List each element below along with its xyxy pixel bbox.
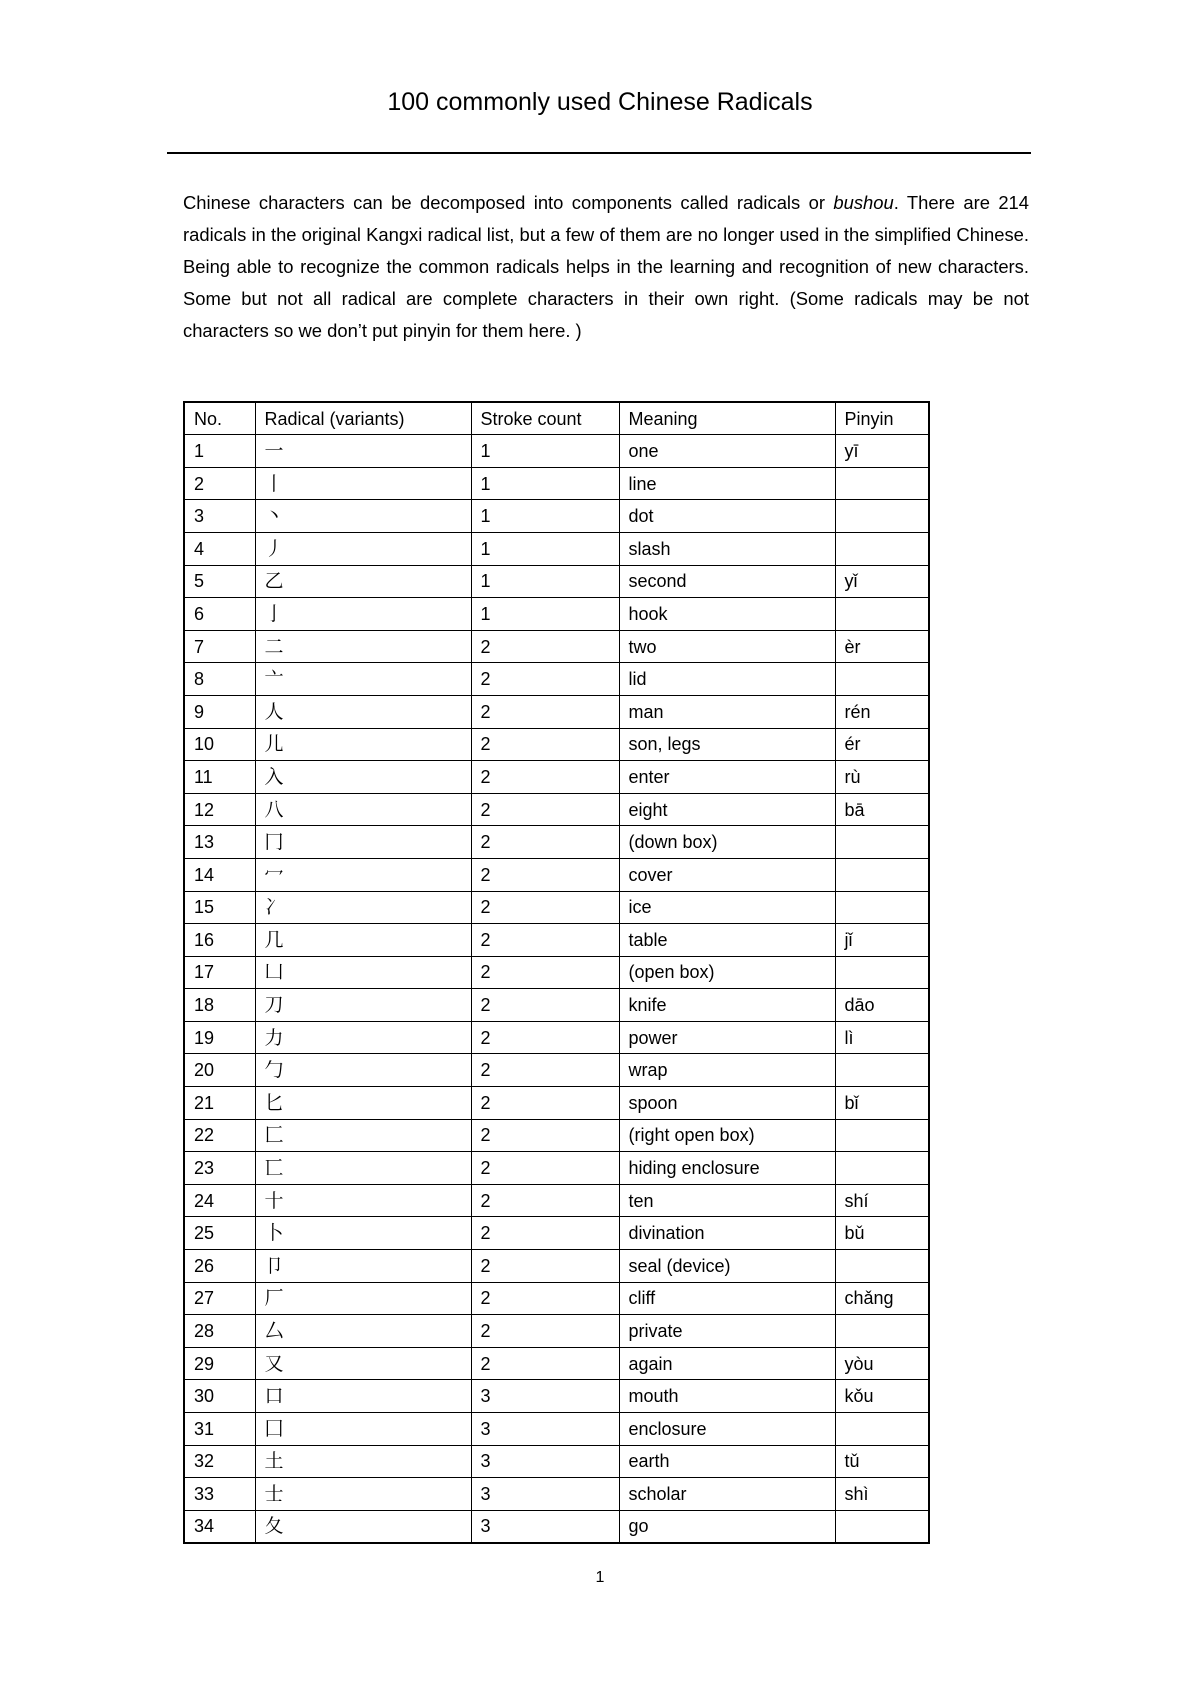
cell-pinyin: shì (835, 1478, 929, 1511)
cell-radical: 又 (255, 1347, 471, 1380)
cell-radical: 夂 (255, 1510, 471, 1543)
cell-stroke-count: 2 (471, 1152, 619, 1185)
table-row (184, 989, 929, 1022)
intro-paragraph (183, 187, 1029, 347)
cell-meaning: cliff (619, 1282, 835, 1315)
cell-radical: 亅 (255, 598, 471, 631)
cell-pinyin: yǐ (835, 565, 929, 598)
cell-no: 4 (184, 532, 255, 565)
cell-meaning: lid (619, 663, 835, 696)
table-row (184, 1217, 929, 1250)
cell-no: 33 (184, 1478, 255, 1511)
cell-radical: 入 (255, 761, 471, 794)
cell-meaning: two (619, 630, 835, 663)
cell-meaning: table (619, 924, 835, 957)
cell-radical: 乙 (255, 565, 471, 598)
table-row (184, 1413, 929, 1446)
cell-meaning: earth (619, 1445, 835, 1478)
table-row (184, 858, 929, 891)
cell-meaning: mouth (619, 1380, 835, 1413)
cell-meaning: hiding enclosure (619, 1152, 835, 1185)
table-row (184, 1315, 929, 1348)
cell-meaning: man (619, 695, 835, 728)
cell-meaning: seal (device) (619, 1250, 835, 1283)
cell-stroke-count: 1 (471, 565, 619, 598)
cell-pinyin: jǐ (835, 924, 929, 957)
cell-pinyin: yī (835, 435, 929, 468)
cell-pinyin: èr (835, 630, 929, 663)
cell-stroke-count: 2 (471, 1347, 619, 1380)
page-title: 100 commonly used Chinese Radicals (387, 88, 813, 116)
table-row (184, 467, 929, 500)
cell-radical: 凵 (255, 956, 471, 989)
cell-radical: 匚 (255, 1119, 471, 1152)
table-row (184, 826, 929, 859)
table-row (184, 565, 929, 598)
cell-radical: 十 (255, 1184, 471, 1217)
header-stroke-count: Stroke count (471, 402, 619, 435)
cell-pinyin: kǒu (835, 1380, 929, 1413)
table-header-row (184, 402, 929, 435)
table-row (184, 1087, 929, 1120)
cell-stroke-count: 2 (471, 1021, 619, 1054)
cell-pinyin: ér (835, 728, 929, 761)
cell-radical: 囗 (255, 1413, 471, 1446)
table-row (184, 500, 929, 533)
cell-pinyin (835, 1152, 929, 1185)
cell-stroke-count: 2 (471, 761, 619, 794)
cell-meaning: cover (619, 858, 835, 891)
cell-meaning: slash (619, 532, 835, 565)
cell-stroke-count: 1 (471, 598, 619, 631)
cell-meaning: spoon (619, 1087, 835, 1120)
cell-meaning: (right open box) (619, 1119, 835, 1152)
cell-no: 23 (184, 1152, 255, 1185)
cell-stroke-count: 3 (471, 1510, 619, 1543)
cell-stroke-count: 3 (471, 1380, 619, 1413)
cell-no: 27 (184, 1282, 255, 1315)
cell-pinyin: bā (835, 793, 929, 826)
cell-meaning: ice (619, 891, 835, 924)
cell-no: 10 (184, 728, 255, 761)
cell-no: 22 (184, 1119, 255, 1152)
cell-no: 1 (184, 435, 255, 468)
table-row (184, 695, 929, 728)
cell-radical: 儿 (255, 728, 471, 761)
cell-no: 16 (184, 924, 255, 957)
cell-pinyin: dāo (835, 989, 929, 1022)
header-no: No. (184, 402, 255, 435)
cell-radical: 卩 (255, 1250, 471, 1283)
cell-radical: 口 (255, 1380, 471, 1413)
cell-no: 34 (184, 1510, 255, 1543)
cell-meaning: ten (619, 1184, 835, 1217)
table-body (184, 435, 929, 1543)
table-row (184, 1510, 929, 1543)
cell-stroke-count: 2 (471, 1315, 619, 1348)
cell-meaning: (open box) (619, 956, 835, 989)
cell-pinyin (835, 467, 929, 500)
table-row (184, 1152, 929, 1185)
cell-no: 7 (184, 630, 255, 663)
cell-no: 17 (184, 956, 255, 989)
table-row (184, 1445, 929, 1478)
intro-text-italic: bushou (833, 192, 894, 213)
cell-meaning: again (619, 1347, 835, 1380)
cell-pinyin (835, 891, 929, 924)
header-radical: Radical (variants) (255, 402, 471, 435)
table-row (184, 1021, 929, 1054)
cell-meaning: private (619, 1315, 835, 1348)
cell-radical: 力 (255, 1021, 471, 1054)
cell-stroke-count: 1 (471, 435, 619, 468)
table-row (184, 1282, 929, 1315)
cell-pinyin: rù (835, 761, 929, 794)
cell-meaning: enclosure (619, 1413, 835, 1446)
cell-radical: 勹 (255, 1054, 471, 1087)
cell-meaning: knife (619, 989, 835, 1022)
cell-radical: 匸 (255, 1152, 471, 1185)
cell-stroke-count: 2 (471, 1282, 619, 1315)
table-row (184, 1347, 929, 1380)
cell-meaning: hook (619, 598, 835, 631)
table-row (184, 891, 929, 924)
cell-no: 14 (184, 858, 255, 891)
cell-pinyin: rén (835, 695, 929, 728)
cell-stroke-count: 2 (471, 989, 619, 1022)
table-row (184, 1184, 929, 1217)
table-row (184, 1119, 929, 1152)
cell-stroke-count: 1 (471, 500, 619, 533)
cell-radical: 冖 (255, 858, 471, 891)
cell-stroke-count: 1 (471, 532, 619, 565)
cell-radical: 冂 (255, 826, 471, 859)
cell-no: 3 (184, 500, 255, 533)
cell-radical: 二 (255, 630, 471, 663)
cell-stroke-count: 2 (471, 826, 619, 859)
cell-meaning: son, legs (619, 728, 835, 761)
table-row (184, 1054, 929, 1087)
cell-radical: 卜 (255, 1217, 471, 1250)
cell-no: 20 (184, 1054, 255, 1087)
cell-radical: 厂 (255, 1282, 471, 1315)
cell-pinyin (835, 1250, 929, 1283)
cell-no: 11 (184, 761, 255, 794)
cell-pinyin (835, 532, 929, 565)
cell-radical: 士 (255, 1478, 471, 1511)
cell-meaning: go (619, 1510, 835, 1543)
cell-pinyin: shí (835, 1184, 929, 1217)
cell-stroke-count: 2 (471, 793, 619, 826)
cell-pinyin (835, 956, 929, 989)
cell-no: 8 (184, 663, 255, 696)
cell-pinyin: tǔ (835, 1445, 929, 1478)
cell-no: 28 (184, 1315, 255, 1348)
cell-meaning: divination (619, 1217, 835, 1250)
header-meaning: Meaning (619, 402, 835, 435)
cell-pinyin (835, 1510, 929, 1543)
cell-no: 12 (184, 793, 255, 826)
cell-no: 24 (184, 1184, 255, 1217)
radicals-table (183, 401, 930, 1544)
cell-radical: 丿 (255, 532, 471, 565)
cell-stroke-count: 2 (471, 891, 619, 924)
cell-stroke-count: 1 (471, 467, 619, 500)
intro-text-part2: . There are 214 radicals in the original Kangxi radical list, but a few of them are no longer used in the simplified Chinese. Being able to recognize the common radicals helps in the learning and recognition of new characters. Some but not all radical are complete characters in their own right. (Some radicals may be not characters so we don’t put pinyin for them here. ) (183, 192, 1030, 341)
cell-stroke-count: 2 (471, 858, 619, 891)
table-row (184, 532, 929, 565)
cell-pinyin (835, 1413, 929, 1446)
cell-radical: 几 (255, 924, 471, 957)
cell-radical: 丶 (255, 500, 471, 533)
cell-meaning: wrap (619, 1054, 835, 1087)
cell-radical: 冫 (255, 891, 471, 924)
cell-no: 13 (184, 826, 255, 859)
cell-pinyin: bǔ (835, 1217, 929, 1250)
page-number: 1 (595, 1569, 605, 1586)
cell-stroke-count: 2 (471, 695, 619, 728)
table-row (184, 663, 929, 696)
table-row (184, 630, 929, 663)
cell-meaning: scholar (619, 1478, 835, 1511)
cell-stroke-count: 2 (471, 728, 619, 761)
table-row (184, 761, 929, 794)
cell-pinyin: chǎng (835, 1282, 929, 1315)
table-row (184, 435, 929, 468)
cell-no: 25 (184, 1217, 255, 1250)
cell-pinyin: yòu (835, 1347, 929, 1380)
intro-text-part1: Chinese characters can be decomposed into components called radicals or (183, 192, 834, 213)
cell-stroke-count: 2 (471, 1250, 619, 1283)
cell-no: 30 (184, 1380, 255, 1413)
cell-pinyin: bǐ (835, 1087, 929, 1120)
cell-no: 31 (184, 1413, 255, 1446)
cell-no: 32 (184, 1445, 255, 1478)
cell-meaning: one (619, 435, 835, 468)
table-row (184, 728, 929, 761)
cell-stroke-count: 2 (471, 1217, 619, 1250)
cell-radical: 八 (255, 793, 471, 826)
cell-no: 5 (184, 565, 255, 598)
cell-stroke-count: 2 (471, 1119, 619, 1152)
cell-meaning: dot (619, 500, 835, 533)
cell-radical: 土 (255, 1445, 471, 1478)
table-row (184, 598, 929, 631)
cell-no: 26 (184, 1250, 255, 1283)
cell-stroke-count: 2 (471, 1184, 619, 1217)
cell-stroke-count: 2 (471, 924, 619, 957)
cell-meaning: second (619, 565, 835, 598)
header-pinyin: Pinyin (835, 402, 929, 435)
table-row (184, 1380, 929, 1413)
cell-pinyin: lì (835, 1021, 929, 1054)
cell-stroke-count: 2 (471, 663, 619, 696)
cell-radical: 刀 (255, 989, 471, 1022)
cell-radical: 一 (255, 435, 471, 468)
cell-meaning: line (619, 467, 835, 500)
cell-no: 29 (184, 1347, 255, 1380)
cell-pinyin (835, 1315, 929, 1348)
table-row (184, 924, 929, 957)
cell-radical: 厶 (255, 1315, 471, 1348)
cell-radical: 丨 (255, 467, 471, 500)
cell-stroke-count: 3 (471, 1413, 619, 1446)
cell-meaning: (down box) (619, 826, 835, 859)
cell-pinyin (835, 663, 929, 696)
cell-pinyin (835, 1119, 929, 1152)
cell-no: 18 (184, 989, 255, 1022)
cell-pinyin (835, 500, 929, 533)
cell-stroke-count: 3 (471, 1478, 619, 1511)
cell-stroke-count: 2 (471, 956, 619, 989)
table-row (184, 956, 929, 989)
table-row (184, 1478, 929, 1511)
table-row (184, 793, 929, 826)
cell-pinyin (835, 826, 929, 859)
table-row (184, 1250, 929, 1283)
cell-stroke-count: 2 (471, 630, 619, 663)
cell-no: 21 (184, 1087, 255, 1120)
cell-no: 9 (184, 695, 255, 728)
cell-meaning: power (619, 1021, 835, 1054)
cell-no: 6 (184, 598, 255, 631)
cell-stroke-count: 3 (471, 1445, 619, 1478)
cell-no: 2 (184, 467, 255, 500)
cell-meaning: eight (619, 793, 835, 826)
cell-pinyin (835, 858, 929, 891)
cell-radical: 匕 (255, 1087, 471, 1120)
cell-no: 19 (184, 1021, 255, 1054)
cell-radical: 亠 (255, 663, 471, 696)
cell-stroke-count: 2 (471, 1054, 619, 1087)
cell-pinyin (835, 598, 929, 631)
cell-pinyin (835, 1054, 929, 1087)
title-divider (167, 152, 1031, 154)
cell-meaning: enter (619, 761, 835, 794)
cell-no: 15 (184, 891, 255, 924)
cell-radical: 人 (255, 695, 471, 728)
cell-stroke-count: 2 (471, 1087, 619, 1120)
